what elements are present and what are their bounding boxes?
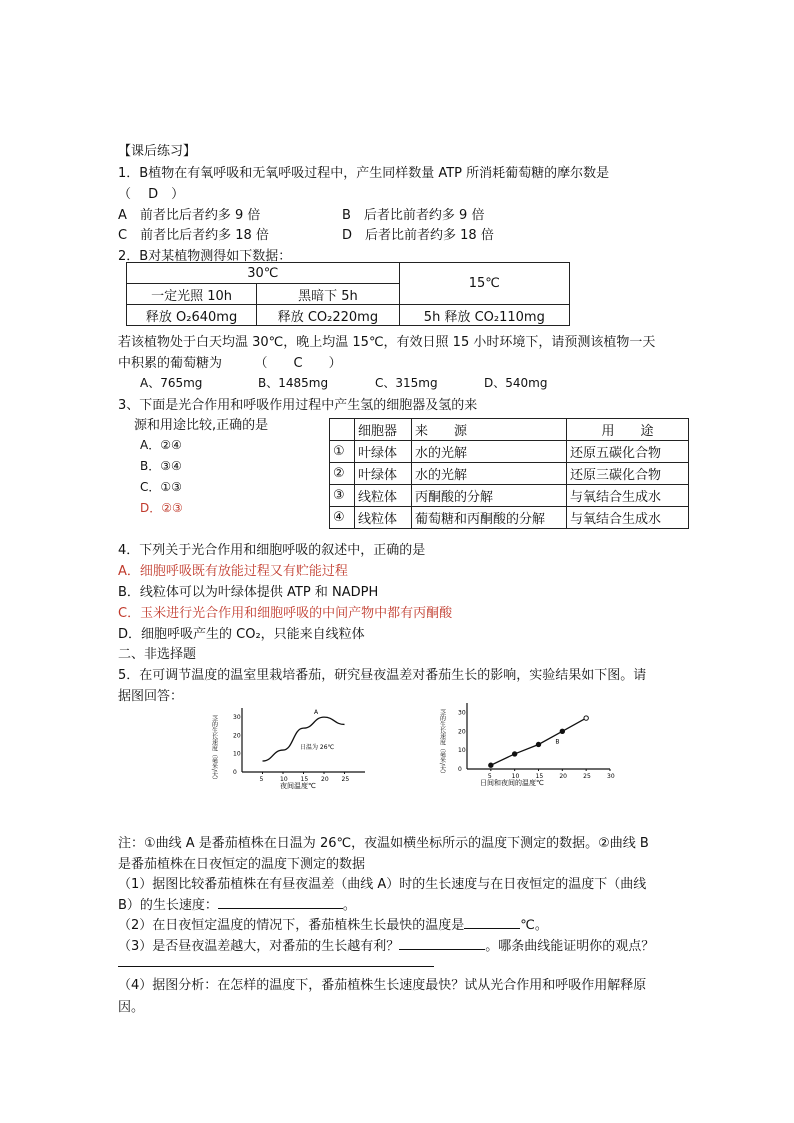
chart-annotation: 日温为 26℃ [300, 744, 335, 751]
q4-option-b: B．线粒体可以为叶绿体提供 ATP 和 NADPH [118, 585, 379, 600]
y-tick-label: 30 [458, 709, 466, 717]
y-tick-label: 10 [458, 747, 466, 755]
q2-text-2: 中积累的葡萄糖为 （ C ） [118, 356, 342, 371]
x-tick-label: 5 [487, 773, 492, 780]
q5-sub-3: （3）是否昼夜温差越大，对番茄的生长越有利？ 。哪条曲线能证明你的观点？ [118, 935, 654, 954]
q5-sub-1a: （1）据图比较番茄植株在有昼夜温差（曲线 A）时的生长速度与在日夜恒定的温度下（曲线 [118, 877, 647, 892]
table-row: ② 叶绿体 水的光解 还原三碳化合物 [330, 463, 689, 485]
answer-line-3[interactable] [118, 966, 434, 967]
answer-blank-2[interactable] [464, 914, 520, 929]
y-tick-label: 10 [233, 750, 241, 758]
x-tick-label: 10 [511, 773, 520, 780]
q1-answer: （ D ） [118, 187, 185, 202]
table-row: ③ 线粒体 丙酮酸的分解 与氧结合生成水 [330, 485, 689, 507]
answer-blank-1[interactable] [218, 894, 343, 909]
x-tick-label: 15 [300, 776, 309, 783]
table-header-source: 来 源 [412, 419, 567, 441]
chart-curve-b [425, 695, 615, 790]
table-header-15c: 15℃ [399, 263, 569, 305]
q4-option-a: A．细胞呼吸既有放能过程又有贮能过程 [118, 564, 348, 579]
table-value-o2: 释放 O₂640mg [127, 305, 257, 326]
table-value-co2: 释放 CO₂220mg [257, 305, 399, 326]
q5-note-1: 注：①曲线 A 是番茄植株在日温为 26℃，夜温如横坐标所示的温度下测定的数据。②曲线 B [118, 836, 649, 851]
q1-option-d: D 后者比前者约多 18 倍 [342, 228, 494, 243]
q5-sub-4b: 因。 [118, 1000, 145, 1015]
x-tick-label: 20 [321, 776, 329, 783]
q5-stem-1: 5．在可调节温度的温室里栽培番茄，研究昼夜温差对番茄生长的影响，实验结果如下图。请 [118, 668, 647, 683]
q5-sub-1b: B）的生长速度： 。 [118, 894, 356, 913]
q5-sub-2: （2）在日夜恒定温度的情况下，番茄植株生长最快的温度是 ℃。 [118, 914, 548, 933]
q3-option-b: B．③④ [140, 459, 182, 473]
table-header-organelle: 细胞器 [355, 419, 412, 441]
table-row: ④ 线粒体 葡萄糖和丙酮酸的分解 与氧结合生成水 [330, 507, 689, 529]
table-dark-cell: 黑暗下 5h [257, 284, 399, 305]
series-line [491, 718, 586, 765]
q2-option-d: D、540mg [484, 376, 548, 390]
series-label: A [314, 709, 319, 717]
q3-option-d: D．②③ [140, 501, 183, 515]
x-axis-label: 夜间温度℃ [280, 782, 316, 790]
q4-stem: 4．下列关于光合作用和细胞呼吸的叙述中，正确的是 [118, 543, 426, 558]
x-axis-label: 日间和夜间的温度℃ [480, 779, 544, 787]
data-point [489, 763, 493, 767]
table-row: ① 叶绿体 水的光解 还原五碳化合物 [330, 441, 689, 463]
q2-stem: 2．B对某植物测得如下数据： [118, 249, 292, 264]
q2-option-c: C、315mg [375, 376, 438, 390]
q5-sub-4a: （4）据图分析：在怎样的温度下，番茄植株生长速度最快？试从光合作用和呼吸作用解释原 [118, 978, 647, 993]
section-heading-2: 二、非选择题 [118, 647, 197, 662]
data-point [584, 716, 588, 720]
y-tick-label: 0 [458, 766, 462, 773]
data-point [512, 752, 516, 756]
series-label: B [555, 738, 560, 746]
x-tick-label: 15 [535, 773, 544, 780]
q3-stem-2: 源和用途比较,正确的是 [134, 418, 269, 433]
q2-text-1: 若该植物处于白天均温 30℃，晚上均温 15℃，有效日照 15 小时环境下，请预测该植物一天 [118, 335, 656, 350]
q1-option-c: C 前者比后者约多 18 倍 [118, 228, 269, 243]
x-tick-label: 25 [583, 773, 591, 780]
q5-stem-2: 据图回答： [118, 689, 184, 704]
x-tick-label: 20 [559, 773, 567, 780]
q1-option-b: B 后者比前者约多 9 倍 [342, 208, 485, 223]
table-header-use: 用 途 [567, 419, 689, 441]
table-header-30c: 30℃ [127, 263, 400, 284]
x-tick-label: 10 [280, 776, 288, 783]
q1-option-a: A 前者比后者约多 9 倍 [118, 208, 261, 223]
q4-option-d: D．细胞呼吸产生的 CO₂，只能来自线粒体 [118, 627, 365, 642]
q1-stem: 1．B植物在有氧呼吸和无氧呼吸过程中，产生同样数量 ATP 所消耗葡萄糖的摩尔数是 [118, 166, 610, 181]
q3-option-a: A．②④ [140, 438, 182, 452]
series-line [263, 717, 345, 761]
q3-option-c: C．①③ [140, 480, 182, 494]
table-light-cell: 一定光照 10h [127, 284, 257, 305]
y-tick-label: 20 [233, 732, 241, 740]
data-point [560, 729, 564, 733]
section-heading: 【课后练习】 [118, 144, 197, 159]
y-tick-label: 30 [233, 714, 241, 722]
q4-option-c: C．玉米进行光合作用和细胞呼吸的中间产物中都有丙酮酸 [118, 606, 453, 621]
q3-stem-1: 3、下面是光合作用和呼吸作用过程中产生氢的细胞器及氢的来 [118, 398, 478, 413]
y-tick-label: 0 [233, 769, 237, 776]
y-axis-label: 茎的生长速度（毫米/天） [210, 715, 218, 784]
answer-blank-3[interactable] [399, 935, 485, 950]
q2-option-b: B、1485mg [258, 376, 329, 390]
chart-curve-a [200, 700, 370, 792]
x-tick-label: 30 [607, 773, 615, 780]
table-value-co2-15c: 5h 释放 CO₂110mg [399, 305, 569, 326]
data-point [536, 742, 540, 746]
y-axis-label: 茎的生长速度（毫米/天） [438, 709, 446, 778]
q2-option-a: A、765mg [140, 376, 203, 390]
q3-organelle-table [329, 418, 689, 529]
y-tick-label: 20 [458, 728, 466, 736]
q2-data-table [126, 262, 570, 326]
x-tick-label: 25 [341, 776, 350, 783]
x-tick-label: 5 [259, 776, 264, 783]
q5-note-2: 是番茄植株在日夜恒定的温度下测定的数据 [118, 857, 366, 872]
